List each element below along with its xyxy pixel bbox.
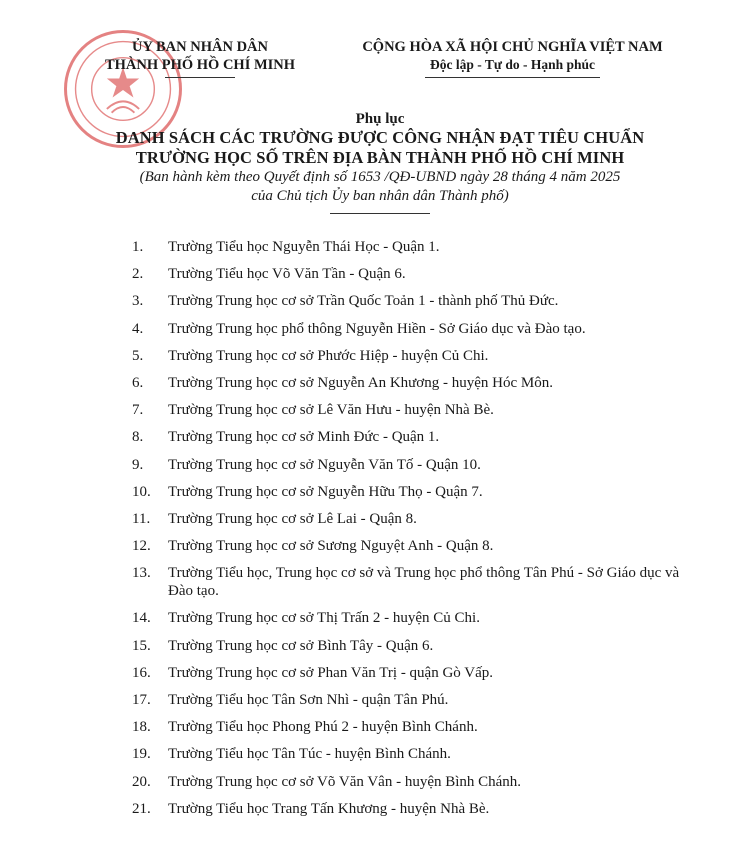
list-item — [132, 483, 692, 501]
list-item — [132, 637, 692, 655]
school-name: Trường Trung học cơ sở Bình Tây - Quận 6. — [168, 637, 434, 654]
list-item — [132, 564, 692, 600]
item-number: 19. — [132, 746, 151, 763]
issuer-reference: của Chủ tịch Ủy ban nhân dân Thành phố) — [251, 188, 509, 204]
school-name: Trường Trung học cơ sở Nguyễn Văn Tố - Quận 10. — [168, 456, 481, 473]
item-number: 6. — [132, 374, 144, 391]
school-name: Trường Tiểu học Tân Túc - huyện Bình Chánh. — [168, 746, 451, 763]
item-number: 3. — [132, 293, 144, 310]
document-title-line-1: DANH SÁCH CÁC TRƯỜNG ĐƯỢC CÔNG NHẬN ĐẠT TIÊU CHUẨN — [115, 128, 645, 147]
national-motto: Độc lập - Tự do - Hạnh phúc — [429, 57, 596, 72]
authority-line-2: THÀNH PHỐ HỒ CHÍ MINH — [104, 57, 296, 73]
list-item — [132, 374, 692, 392]
list-item — [132, 428, 692, 446]
list-item — [132, 691, 692, 709]
item-number: 21. — [132, 800, 151, 817]
list-item — [132, 800, 692, 818]
item-number: 15. — [132, 637, 151, 654]
list-item — [132, 401, 692, 419]
school-name: Trường Trung học cơ sở Nguyễn An Khương - huyện Hóc Môn. — [168, 374, 553, 391]
item-number: 5. — [132, 347, 144, 364]
item-number: 12. — [132, 538, 151, 555]
item-number: 14. — [132, 610, 151, 627]
school-name: Trường Tiểu học Trang Tấn Khương - huyện Nhà Bè. — [168, 800, 490, 817]
school-name: Trường Trung học phổ thông Nguyễn Hiền - Sở Giáo dục và Đào tạo. — [168, 320, 586, 337]
school-name: Trường Tiểu học Phong Phú 2 - huyện Bình Chánh. — [168, 719, 478, 736]
school-name: Trường Tiểu học Nguyễn Thái Học - Quận 1. — [168, 239, 440, 255]
list-item — [132, 510, 692, 528]
motto-divider — [425, 77, 600, 78]
school-name: Trường Trung học cơ sở Phước Hiệp - huyện Củ Chi. — [168, 347, 489, 364]
item-number: 17. — [132, 692, 151, 708]
appendix-label: Phụ lục — [355, 111, 405, 127]
item-number: 9. — [132, 456, 144, 473]
school-name: Trường Trung học cơ sở Võ Văn Vân - huyện Bình Chánh. — [168, 773, 522, 790]
item-number: 18. — [132, 719, 151, 736]
school-name: Trường Trung học cơ sở Lê Văn Hưu - huyện Nhà Bè. — [168, 402, 494, 419]
list-item — [132, 537, 692, 555]
school-list — [132, 238, 692, 827]
list-item — [132, 773, 692, 791]
list-item — [132, 664, 692, 682]
header-divider — [165, 77, 235, 78]
item-number: 20. — [132, 773, 151, 790]
list-item — [132, 265, 692, 283]
list-item — [132, 347, 692, 365]
title-divider — [330, 213, 430, 214]
country-name: CỘNG HÒA XÃ HỘI CHỦ NGHĨA VIỆT NAM — [362, 39, 663, 55]
list-item — [132, 238, 692, 256]
document-title-block — [80, 110, 680, 214]
issuing-authority-header — [80, 38, 320, 78]
school-name: Trường Trung học cơ sở Lê Lai - Quận 8. — [168, 510, 417, 527]
item-number: 10. — [132, 483, 151, 500]
list-item — [132, 292, 692, 310]
list-item — [132, 456, 692, 474]
item-number: 4. — [132, 320, 144, 337]
document-title-line-2: TRƯỜNG HỌC SỐ TRÊN ĐỊA BÀN THÀNH PHỐ HỒ CHÍ MINH — [135, 148, 625, 167]
school-name: Trường Trung học cơ sở Minh Đức - Quận 1. — [168, 429, 440, 446]
national-motto-header — [335, 38, 690, 78]
item-number: 11. — [132, 510, 151, 527]
item-number: 13. — [132, 565, 151, 582]
school-name: Trường Tiểu học, Trung học cơ sở và Trung học phổ thông Tân Phú - Sở Giáo dục và Đào tạo. — [168, 565, 680, 600]
item-number: 2. — [132, 266, 144, 283]
list-item — [132, 745, 692, 763]
school-name: Trường Tiểu học Tân Sơn Nhì - quận Tân Phú. — [168, 692, 449, 708]
school-name: Trường Trung học cơ sở Trần Quốc Toản 1 - thành phố Thủ Đức. — [168, 293, 559, 310]
school-name: Trường Tiểu học Võ Văn Tần - Quận 6. — [168, 266, 406, 283]
item-number: 16. — [132, 664, 151, 681]
item-number: 7. — [132, 402, 144, 419]
item-number: 1. — [132, 239, 144, 255]
authority-line-1: ỦY BAN NHÂN DÂN — [131, 39, 268, 55]
school-name: Trường Trung học cơ sở Thị Trấn 2 - huyện Củ Chi. — [168, 610, 480, 627]
decision-reference: (Ban hành kèm theo Quyết định số 1653 /QĐ-UBND ngày 28 tháng 4 năm 2025 — [139, 169, 621, 185]
list-item — [132, 609, 692, 627]
school-name: Trường Trung học cơ sở Sương Nguyệt Anh - Quận 8. — [168, 538, 494, 555]
list-item — [132, 718, 692, 736]
list-item — [132, 320, 692, 338]
school-name: Trường Trung học cơ sở Nguyễn Hữu Thọ - Quận 7. — [168, 483, 483, 500]
school-name: Trường Trung học cơ sở Phan Văn Trị - quận Gò Vấp. — [168, 664, 494, 681]
item-number: 8. — [132, 429, 144, 446]
